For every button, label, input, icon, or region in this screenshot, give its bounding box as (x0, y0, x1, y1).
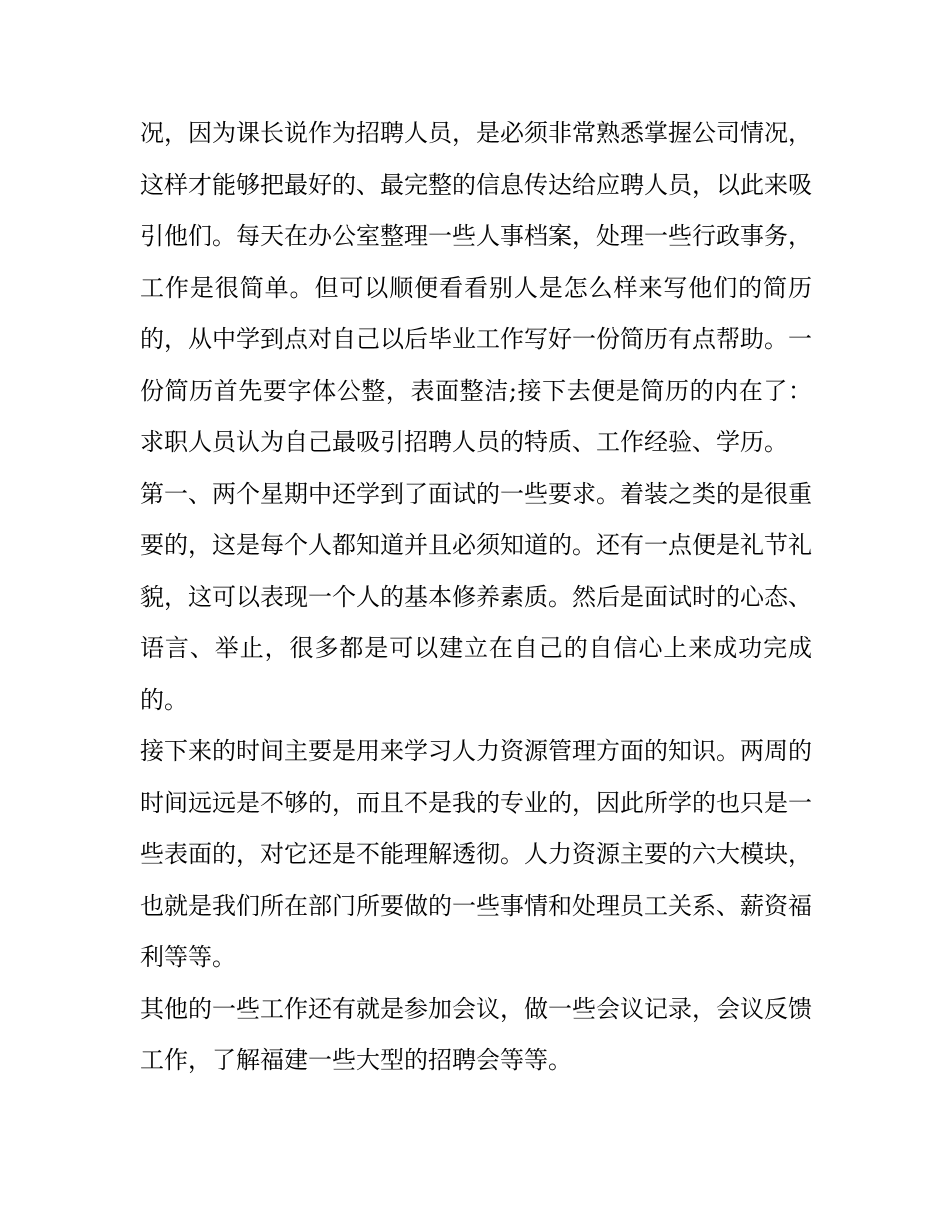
paragraph-recruitment-intro: 况，因为课长说作为招聘人员，是必须非常熟悉掌握公司情况，这样才能够把最好的、最完整的信息传达给应聘人员，以此来吸引他们。每天在办公室整理一些人事档案，处理一些行政事务，工作是很简单。但可以顺便看看别人是怎么样来写他们的简历的，从中学到点对自己以后毕业工作写好一份简历有点帮助。一份简历首先要字体公整，表面整洁;接下去便是简历的内在了：求职人员认为自己最吸引招聘人员的特质、工作经验、学历。 (140, 119, 812, 456)
paragraph-interview-requirements: 第一、两个星期中还学到了面试的一些要求。着装之类的是很重要的，这是每个人都知道并且必须知道的。还有一点便是礼节礼貌，这可以表现一个人的基本修养素质。然后是面试时的心态、语言、举止，很多都是可以建立在自己的自信心上来成功完成的。 (140, 479, 812, 714)
paragraph-other-work: 其他的一些工作还有就是参加会议，做一些会议记录，会议反馈工作，了解福建一些大型的招聘会等等。 (140, 994, 812, 1074)
document-page (140, 108, 812, 1087)
paragraph-hr-management: 接下来的时间主要是用来学习人力资源管理方面的知识。两周的时间远远是不够的，而且不是我的专业的，因此所学的也只是一些表面的，对它还是不能理解透彻。人力资源主要的六大模块，也就是我们所在部门所要做的一些事情和处理员工关系、薪资福利等等。 (140, 737, 812, 971)
